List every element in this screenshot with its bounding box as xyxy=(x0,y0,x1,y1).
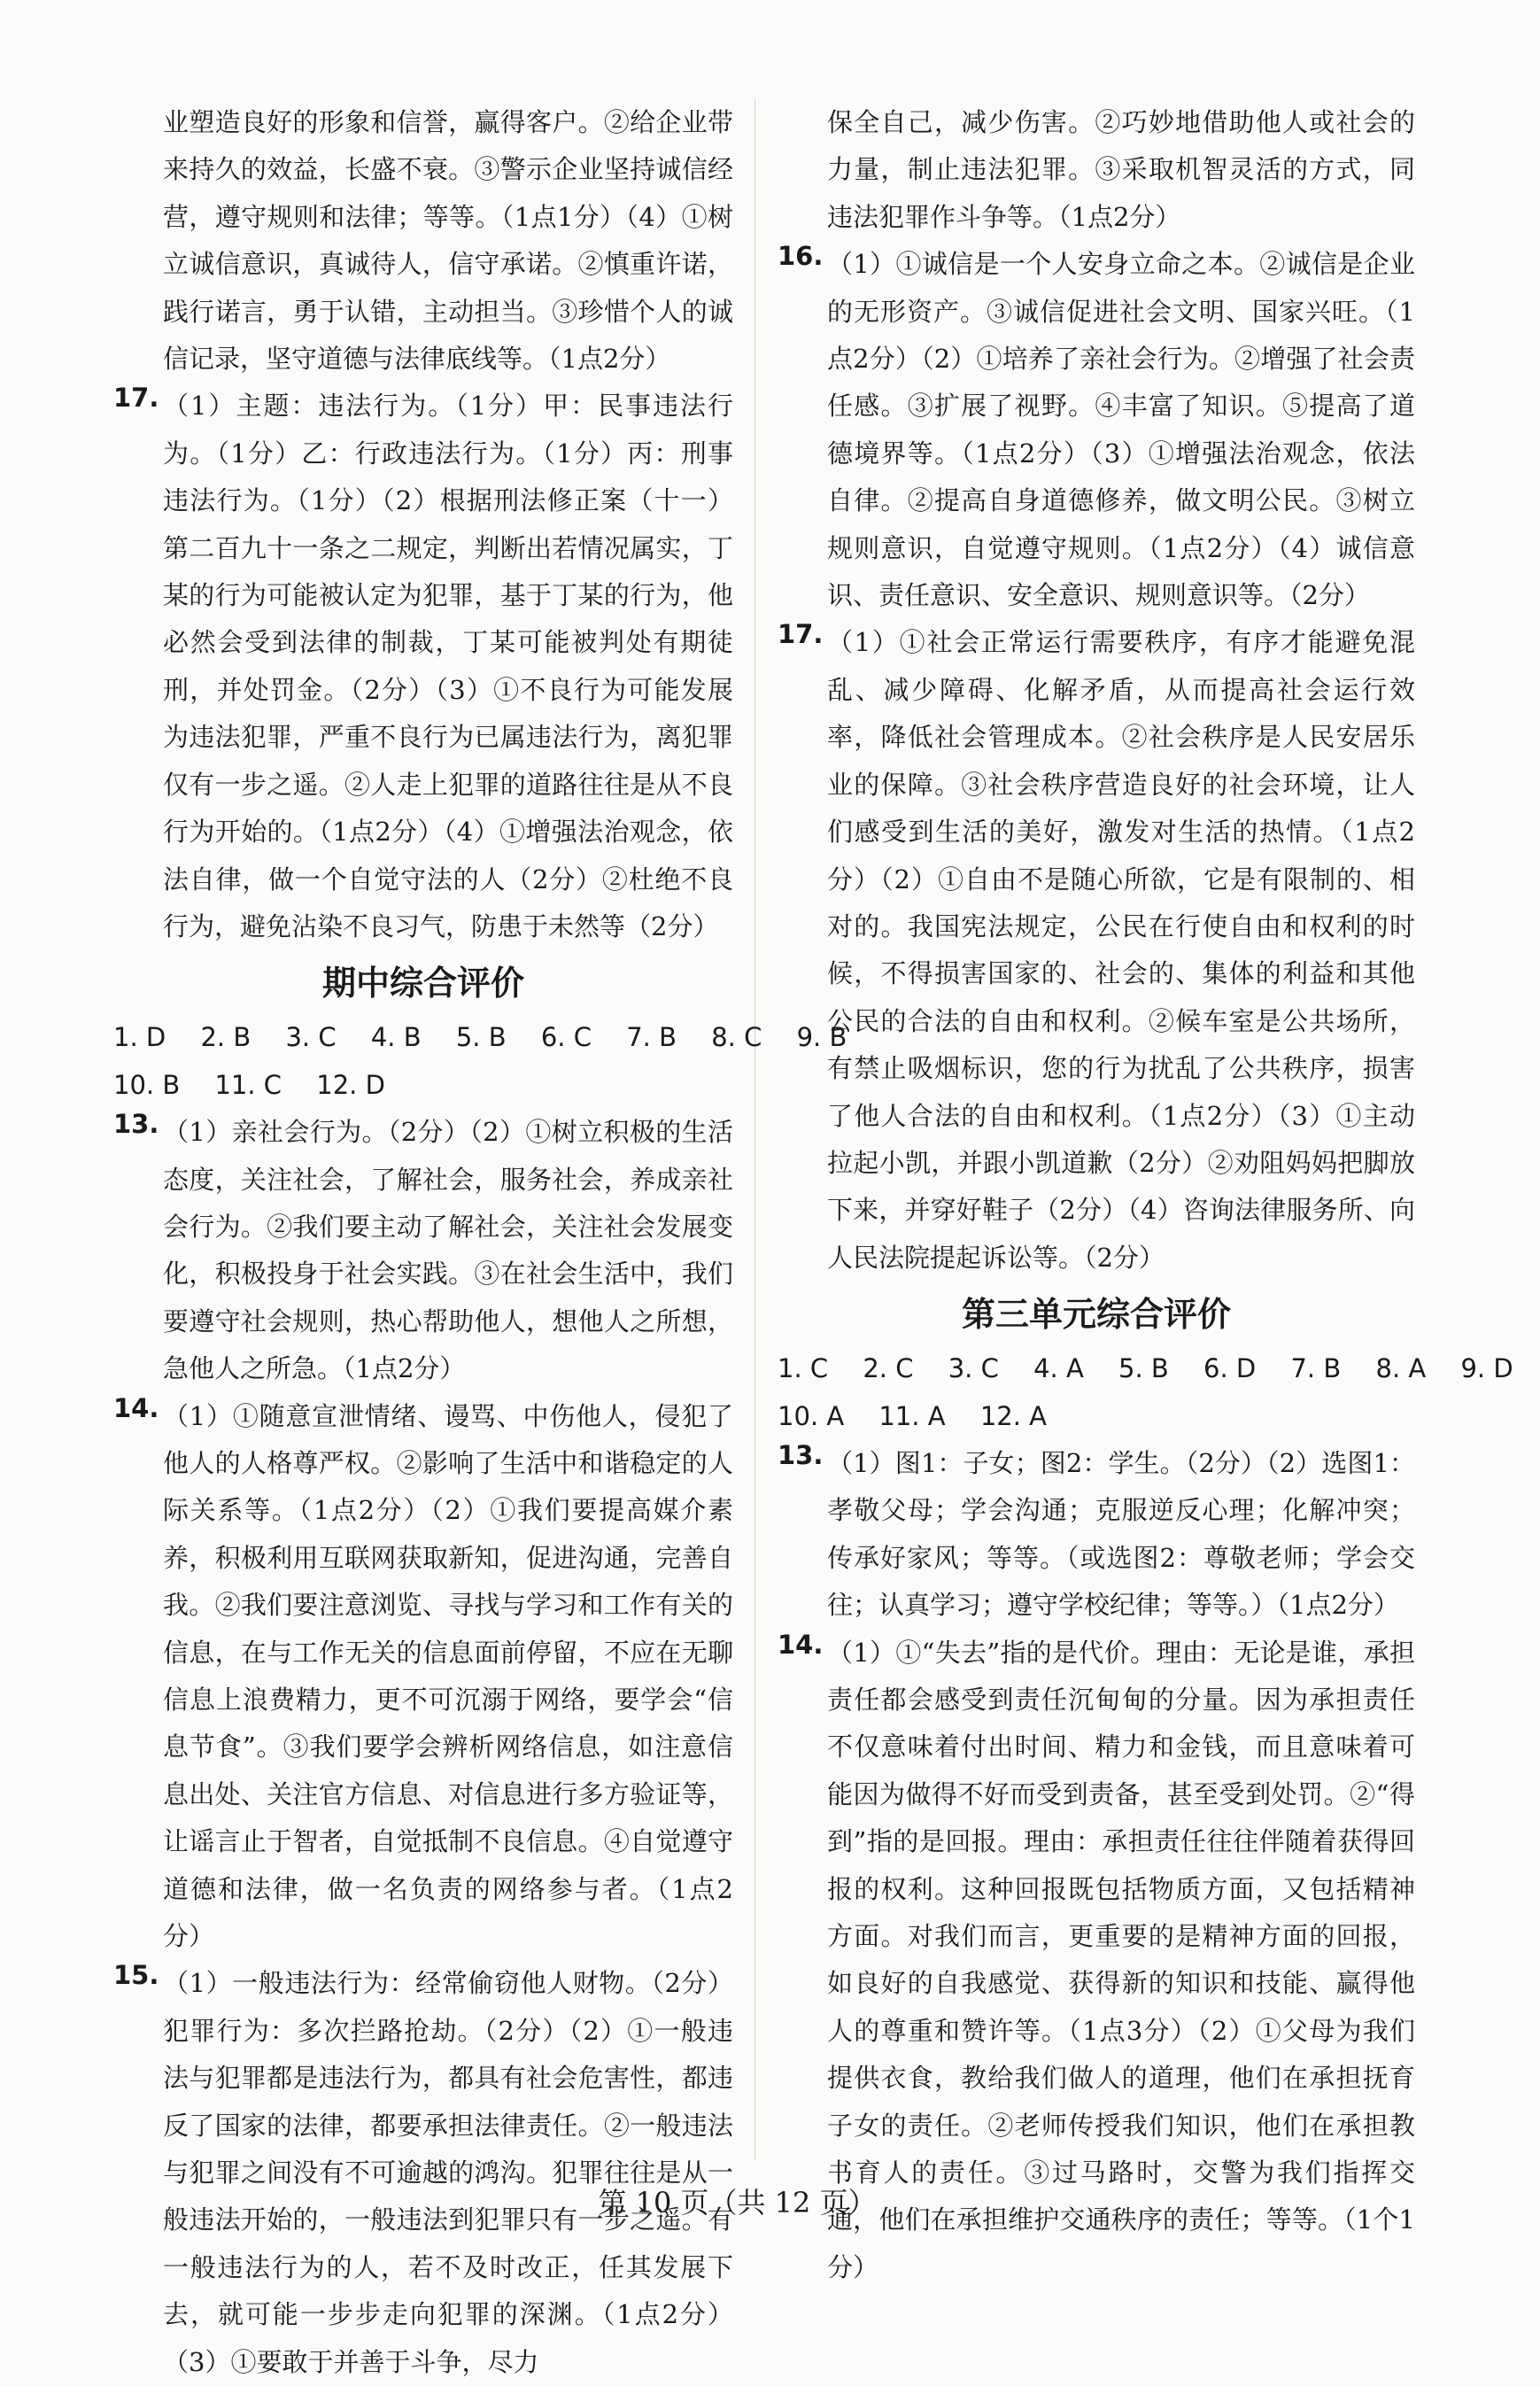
question-number: 15. xyxy=(113,1960,159,1991)
right-column xyxy=(778,99,1513,2291)
question-number: 17. xyxy=(778,619,824,650)
answer-text: （1）主题：违法行为。（1分）甲：民事违法行为。（1分）乙：行政违法行为。（1分）丙：刑事违法行为。（1分）（2）根据刑法修正案（十一）第二百九十一条之二规定，判断出若情况属实，丁某的行为可能被认定为犯罪，基于丁某的行为，他必然会受到法律的制裁，丁某可能被判处有期徒刑，并处罚金。（2分）（3）①不良行为可能发展为违法犯罪，严重不良行为已属违法行为，离犯罪仅有一步之遥。②人走上犯罪的道路往往是从不良行为开始的。（1点2分）（4）①增强法治观念，依法自律，做一个自觉守法的人（2分）②杜绝不良行为，避免沾染不良习气，防患于未然等（2分） xyxy=(163,391,733,941)
choice-answer: 8. A xyxy=(1375,1353,1427,1384)
question-number: 13. xyxy=(778,1439,824,1470)
choice-answer: 10. B xyxy=(113,1069,181,1100)
choice-answer: 9. B xyxy=(796,1022,847,1053)
answer-text: （1）亲社会行为。（2分）（2）①树立积极的生活态度，关注社会，了解社会，服务社会，养成亲社会行为。②我们要主动了解社会，关注社会发展变化，积极投身于社会实践。③在社会生活中，我们要遵守社会规则，热心帮助他人，想他人之所想，急他人之所急。（1点2分） xyxy=(163,1117,733,1384)
answer-text: （1）①随意宣泄情绪、谩骂、中伤他人，侵犯了他人的人格尊严权。②影响了生活中和谐稳定的人际关系等。（1点2分）（2）①我们要提高媒介素养，积极利用互联网获取新知，促进沟通，完善自我。②我们要注意浏览、寻找与学习和工作有关的信息，在与工作无关的信息面前停留，不应在无聊信息上浪费精力，更不可沉溺于网络，要学会“信息节食”。③我们要学会辨析网络信息，如注意信息出处、关注官方信息、对信息进行多方验证等，让谣言止于智者，自觉抵制不良信息。④自觉遵守道德和法律，做一名负责的网络参与者。（1点2分） xyxy=(163,1400,733,1952)
choice-answer: 5. B xyxy=(1118,1353,1169,1384)
choice-answer: 12. D xyxy=(316,1069,385,1100)
answer-text: （1）①诚信是一个人安身立命之本。②诚信是企业的无形资产。③诚信促进社会文明、国家兴旺。（1点2分）（2）①培养了亲社会行为。②增强了社会责任感。③扩展了视野。④丰富了知识。⑤提高了道德境界等。（1点2分）（3）①增强法治观念，依法自律。②提高自身道德修养，做文明公民。③树立规则意识，自觉遵守规则。（1点2分）（4）诚信意识、责任意识、安全意识、规则意识等。（2分） xyxy=(827,249,1415,611)
choice-answer: 3. C xyxy=(948,1353,999,1384)
choice-answer: 10. A xyxy=(778,1400,845,1431)
choice-answer: 1. C xyxy=(778,1353,829,1384)
choice-answer: 6. D xyxy=(1203,1353,1257,1384)
choice-answer: 8. C xyxy=(711,1022,762,1053)
answer-text: （1）一般违法行为：经常偷窃他人财物。（2分）犯罪行为：多次拦路抢劫。（2分）（2）①一般违法与犯罪都是违法行为，都具有社会危害性，都违反了国家的法律，都要承担法律责任。②一般违法与犯罪之间没有不可逾越的鸿沟。犯罪往往是从一般违法开始的，一般违法到犯罪只有一步之遥。有一般违法行为的人，若不及时改正，任其发展下去，就可能一步步走向犯罪的深渊。（1点2分）（3）①要敢于并善于斗争，尽力 xyxy=(163,1968,733,2377)
section-heading: 期中综合评价 xyxy=(321,963,524,1003)
question-17 xyxy=(778,619,1415,1282)
question-13 xyxy=(113,1109,733,1392)
choice-answer: 12. A xyxy=(979,1400,1047,1431)
paragraph: 业塑造良好的形象和信誉，赢得客户。②给企业带来持久的效益，长盛不衰。③警示企业坚持诚信经营，遵守规则和法律；等等。（1点1分）（4）①树立诚信意识，真诚待人，信守承诺。②慎重许诺，践行诺言，勇于认错，主动担当。③珍惜个人的诚信记录，坚守道德与法律底线等。（1点2分） xyxy=(163,107,733,375)
page-footer: 第 10 页（共 12 页） xyxy=(598,2186,877,2219)
question-17 xyxy=(113,383,733,950)
section-heading: 第三单元综合评价 xyxy=(961,1294,1231,1335)
paragraph: 保全自己，减少伤害。②巧妙地借助他人或社会的力量，制止违法犯罪。③采取机智灵活的方式，同违法犯罪作斗争等。（1点2分） xyxy=(827,107,1415,232)
choice-answer: 2. B xyxy=(200,1022,252,1053)
choice-answer: 2. C xyxy=(863,1353,914,1384)
choice-answers-row xyxy=(113,1062,733,1109)
choice-answer: 6. C xyxy=(540,1022,592,1053)
choice-answer: 11. A xyxy=(878,1400,946,1431)
choice-answer: 9. D xyxy=(1460,1353,1513,1384)
choice-answer: 4. A xyxy=(1033,1353,1084,1384)
question-15 xyxy=(113,1960,733,2386)
choice-answer: 11. C xyxy=(214,1069,282,1100)
answer-text: （1）①社会正常运行需要秩序，有序才能避免混乱、减少障碍、化解矛盾，从而提高社会运行效率，降低社会管理成本。②社会秩序是人民安居乐业的保障。③社会秩序营造良好的社会环境，让人们感受到生活的美好，激发对生活的热情。（1点2分）（2）①自由不是随心所欲，它是有限制的、相对的。我国宪法规定，公民在行使自由和权利的时候，不得损害国家的、社会的、集体的利益和其他公民的合法的自由和权利。②候车室是公共场所，有禁止吸烟标识，您的行为扰乱了公共秩序，损害了他人合法的自由和权利。（1点2分）（3）①主动拉起小凯，并跟小凯道歉（2分）②劝阻妈妈把脚放下来，并穿好鞋子（2分）（4）咨询法律服务所、向人民法院提起诉讼等。（2分） xyxy=(827,627,1415,1273)
choice-answers-row xyxy=(113,1014,847,1061)
question-number: 16. xyxy=(778,241,824,272)
choice-answer: 7. B xyxy=(626,1022,677,1053)
choice-answers-row xyxy=(778,1345,1513,1392)
question-16 xyxy=(778,241,1415,619)
question-number: 17. xyxy=(113,383,159,414)
question-number: 14. xyxy=(113,1392,159,1423)
question-number: 14. xyxy=(778,1629,824,1660)
question-13 xyxy=(778,1440,1415,1630)
choice-answer: 4. B xyxy=(370,1022,422,1053)
choice-answers-row xyxy=(778,1393,1415,1440)
choice-answer: 5. B xyxy=(455,1022,507,1053)
choice-answer: 3. C xyxy=(285,1022,337,1053)
choice-answer: 1. D xyxy=(113,1022,166,1053)
question-number: 13. xyxy=(113,1109,159,1140)
answer-text: （1）①“失去”指的是代价。理由：无论是谁，承担责任都会感受到责任沉甸甸的分量。因为承担责任不仅意味着付出时间、精力和金钱，而且意味着可能因为做得不好而受到责备，甚至受到处罚。②“得到”指的是回报。理由：承担责任往往伴随着获得回报的权利。这种回报既包括物质方面，又包括精神方面。对我们而言，更重要的是精神方面的回报，如良好的自我感觉、获得新的知识和技能、赢得他人的尊重和赞许等。（1点3分）（2）①父母为我们提供衣食，教给我们做人的道理，他们在承担抚育子女的责任。②老师传授我们知识，他们在承担教书育人的责任。③过马路时，交警为我们指挥交通，他们在承担维护交通秩序的责任；等等。（1个1分） xyxy=(827,1637,1415,2282)
question-14 xyxy=(113,1393,733,1961)
choice-answer: 7. B xyxy=(1290,1353,1342,1384)
answer-text: （1）图1：子女；图2：学生。（2分）（2）选图1：孝敬父母；学会沟通；克服逆反心理；化解冲突；传承好家风；等等。（或选图2：尊敬老师；学会交往；认真学习；遵守学校纪律；等等。）（1点2分） xyxy=(827,1447,1415,1621)
